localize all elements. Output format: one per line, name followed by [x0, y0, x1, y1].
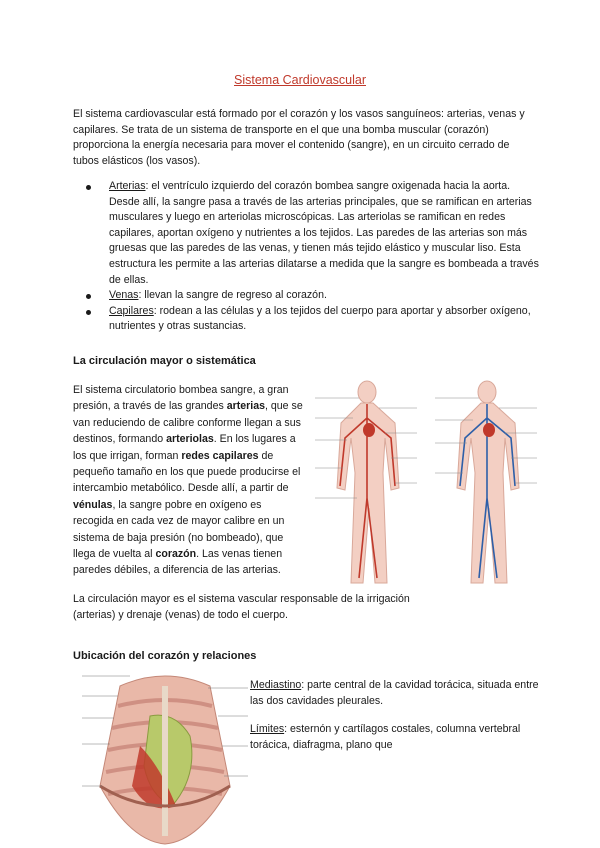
bold-term: redes capilares [181, 449, 259, 462]
bullet-icon [86, 294, 91, 299]
relation-item [250, 677, 550, 709]
bullet-text: : rodean a las células y a los tejidos del cuerpo para aportar y absorber oxígeno, nutrientes y otras sustancias. [109, 304, 531, 333]
bullet-text: : llevan la sangre de regreso al corazón. [138, 289, 327, 302]
intro-paragraph: El sistema cardiovascular está formado por el corazón y los vasos sanguíneos: arterias, venas y capilares. Se trata de un sistema de transporte en el que una bomba muscular (corazón) proporciona la energía necesaria para mover el contenido (sangre), en un circuito cerrado de tubos elásticos (los vasos). [73, 108, 525, 167]
vessel-list [73, 179, 543, 335]
bullet-icon [86, 185, 91, 190]
bullet-text: : el ventrículo izquierdo del corazón bombea sangre oxigenada hacia la aorta. Desde allí, la sangre pasa a través de las arterias principales, que se ramifican en arterias musculares y luego en arteriolas microscópicas. Las arteriolas se ramifican en redes capilares, aportan oxígeno y nutrientes a los tejidos. Las paredes de las arterias son más gruesas que las paredes de las venas, y tienen más tejido elástico y muscular liso. Esta estructura les permite a las arterias dilatarse a medida que la sangre es bombeada a través de ellas. [109, 180, 539, 286]
text-run: de pequeño tamaño en los que puede producirse el intercambio metabólico. Desde allí, a partir de [73, 449, 301, 495]
text-run: . Las venas tienen paredes débiles, a diferencia de las arterias. [73, 548, 283, 577]
bullet-term: Arterias [109, 180, 146, 192]
section-heading: La circulación mayor o sistemática [73, 355, 256, 367]
list-item [73, 179, 543, 288]
text-run: . En los lugares a los que irrigan, forman [73, 433, 296, 462]
bullet-term: Capilares [109, 304, 154, 317]
list-item [73, 304, 543, 335]
bold-term: vénulas [73, 498, 113, 511]
relation-text: : esternón y cartílagos costales, columna vertebral torácica, diafragma, plano que [250, 723, 521, 751]
relation-term: Mediastino [250, 679, 302, 691]
bullet-icon [86, 310, 91, 315]
page-title: Sistema Cardiovascular [234, 73, 366, 87]
relation-text: : parte central de la cavidad torácica, situada entre las dos cavidades pleurales. [250, 679, 539, 707]
text-run: , la sangre pobre en oxígeno es recogida en cada vez de mayor calibre en un sistema de baja presión (no bombeado), que llega de vuelta al [73, 498, 285, 561]
bold-term: corazón [155, 548, 197, 561]
text-run: El sistema circulatorio bombea sangre, a gran presión, a través de las grandes [73, 384, 289, 413]
circulatory-figures-image [305, 378, 545, 588]
closing-paragraph: La circulación mayor es el sistema vascular responsable de la irrigación (arterias) y drenaje (venas) de todo el cuerpo. [73, 593, 410, 621]
list-item [73, 288, 543, 304]
bold-term: arterias [226, 400, 266, 413]
relation-term: Límites [250, 723, 285, 735]
arterial-system-figure [315, 381, 417, 583]
venous-system-figure [435, 381, 537, 583]
circulation-paragraph [73, 382, 305, 579]
thorax-heart-image [80, 666, 250, 848]
bullet-term: Venas [109, 289, 139, 302]
text-run: , que se van reduciendo de calibre conforme llegan a sus destinos, formando [73, 400, 303, 446]
relation-item [250, 721, 550, 753]
bold-term: arteriolas [166, 433, 214, 446]
section-heading: Ubicación del corazón y relaciones [73, 650, 257, 662]
